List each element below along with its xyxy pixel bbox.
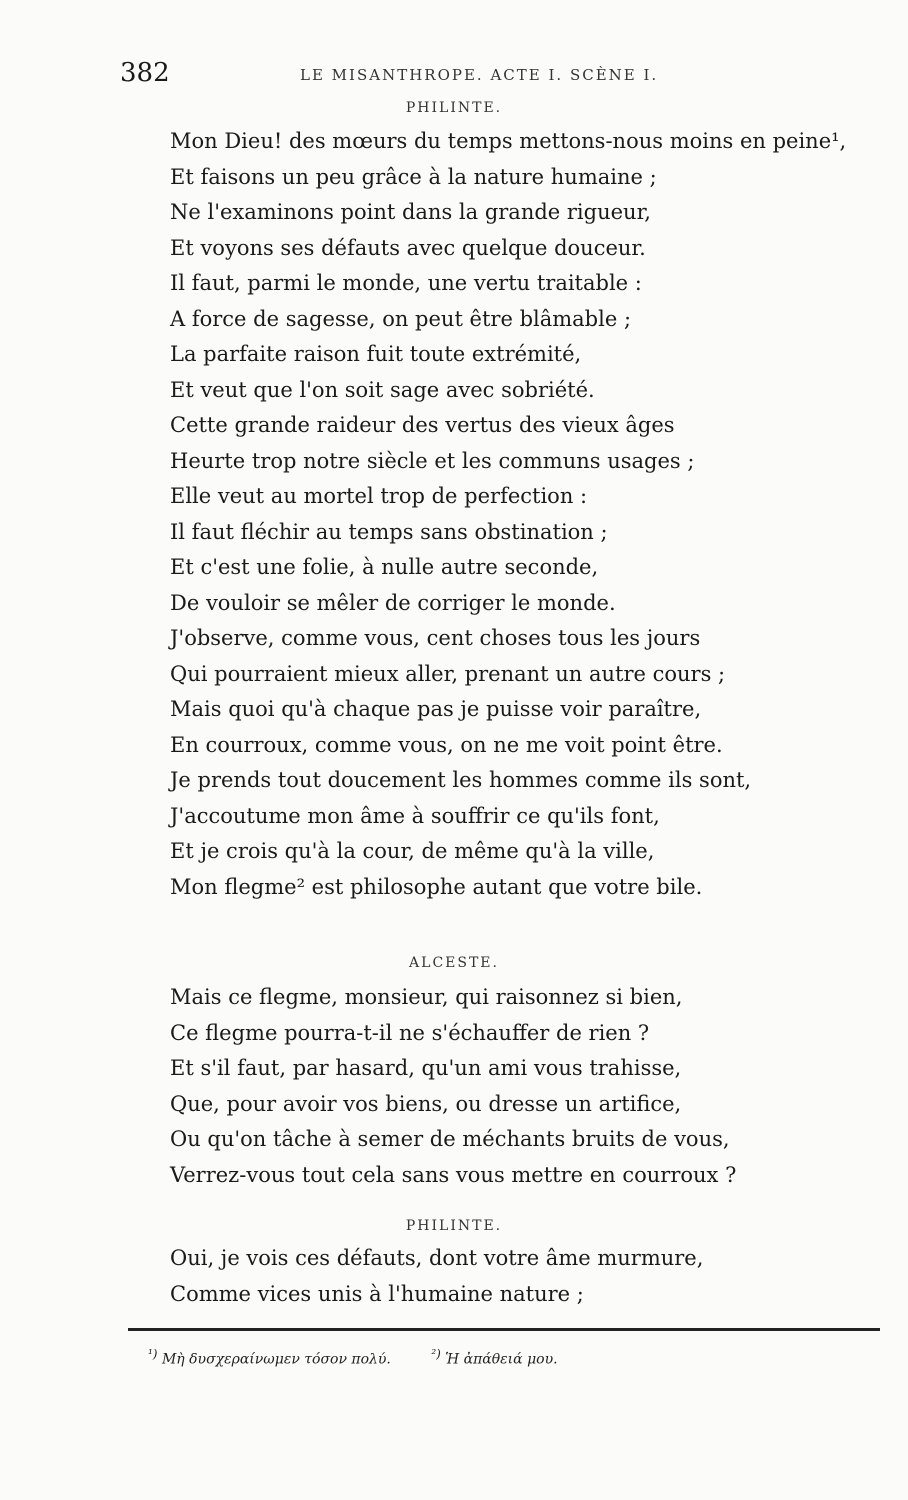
footnote-rule [128, 1328, 880, 1331]
verse-line: Elle veut au mortel trop de perfection : [170, 484, 588, 508]
verse-line: Oui, je vois ces défauts, dont votre âme murmure, [170, 1246, 704, 1270]
verse-line: Il faut fléchir au temps sans obstination ; [170, 519, 608, 544]
verse-block [170, 980, 736, 1193]
verse-line: Et veut que l'on soit sage avec sobriété. [170, 377, 595, 402]
speaker-name: PHILINTE. [405, 1218, 503, 1234]
footnote-text: Μὴ δυσχεραίνωμεν τόσον πολύ. [161, 1351, 391, 1368]
verse-line: Comme vices unis à l'humaine nature ; [170, 1281, 584, 1306]
footnote-text: Ἡ ἀπάθειά μου. [445, 1351, 558, 1368]
verse-line: Ne l'examinons point dans la grande rigueur, [170, 200, 651, 224]
verse-line: J'accoutume mon âme à souffrir ce qu'ils font, [170, 803, 660, 828]
verse-line: Mon Dieu! des mœurs du temps mettons-nous moins en peine¹, [170, 129, 847, 153]
running-head: LE MISANTHROPE. ACTE I. SCÈNE I. [300, 66, 659, 84]
page-number: 382 [120, 58, 170, 88]
speaker-name: PHILINTE. [405, 100, 503, 116]
verse-block [170, 124, 846, 905]
verse-line: Mais ce flegme, monsieur, qui raisonnez si bien, [170, 985, 683, 1009]
verse-line: Cette grande raideur des vertus des vieux âges [170, 413, 675, 437]
verse-line: Heurte trop notre siècle et les communs usages ; [170, 448, 695, 473]
footnote [431, 1347, 557, 1368]
verse-block [170, 1241, 703, 1312]
verse-line: De vouloir se mêler de corriger le monde. [170, 590, 616, 615]
verse-line: Mon flegme² est philosophe autant que votre bile. [170, 874, 703, 899]
footnotes [148, 1347, 594, 1368]
verse-line: Je prends tout doucement les hommes comme ils sont, [170, 768, 752, 792]
verse-line: Que, pour avoir vos biens, ou dresse un artifice, [170, 1091, 682, 1116]
verse-line: A force de sagesse, on peut être blâmable ; [170, 306, 632, 331]
verse-line: Verrez-vous tout cela sans vous mettre en courroux ? [170, 1162, 737, 1187]
verse-line: Et s'il faut, par hasard, qu'un ami vous trahisse, [170, 1056, 682, 1080]
verse-line: Et voyons ses défauts avec quelque douceur. [170, 235, 646, 260]
verse-line: Qui pourraient mieux aller, prenant un autre cours ; [170, 661, 726, 686]
verse-line: Mais quoi qu'à chaque pas je puisse voir paraître, [170, 697, 702, 721]
verse-line: Et c'est une folie, à nulle autre seconde, [170, 555, 599, 579]
footnote-mark: ²) [431, 1347, 441, 1361]
footnote-mark: ¹) [148, 1347, 158, 1361]
verse-line: Et je crois qu'à la cour, de même qu'à la ville, [170, 839, 655, 863]
page-header [120, 58, 720, 92]
verse-line: En courroux, comme vous, on ne me voit point être. [170, 732, 723, 757]
verse-line: Ou qu'on tâche à semer de méchants bruits de vous, [170, 1127, 730, 1151]
footnote [148, 1347, 391, 1368]
speaker-name: ALCESTE. [409, 955, 499, 971]
verse-line: Et faisons un peu grâce à la nature humaine ; [170, 164, 657, 189]
verse-line: J'observe, comme vous, cent choses tous les jours [170, 626, 701, 650]
verse-line: La parfaite raison fuit toute extrémité, [170, 342, 582, 366]
verse-line: Il faut, parmi le monde, une vertu traitable : [170, 271, 642, 295]
verse-line: Ce flegme pourra-t-il ne s'échauffer de rien ? [170, 1020, 650, 1045]
